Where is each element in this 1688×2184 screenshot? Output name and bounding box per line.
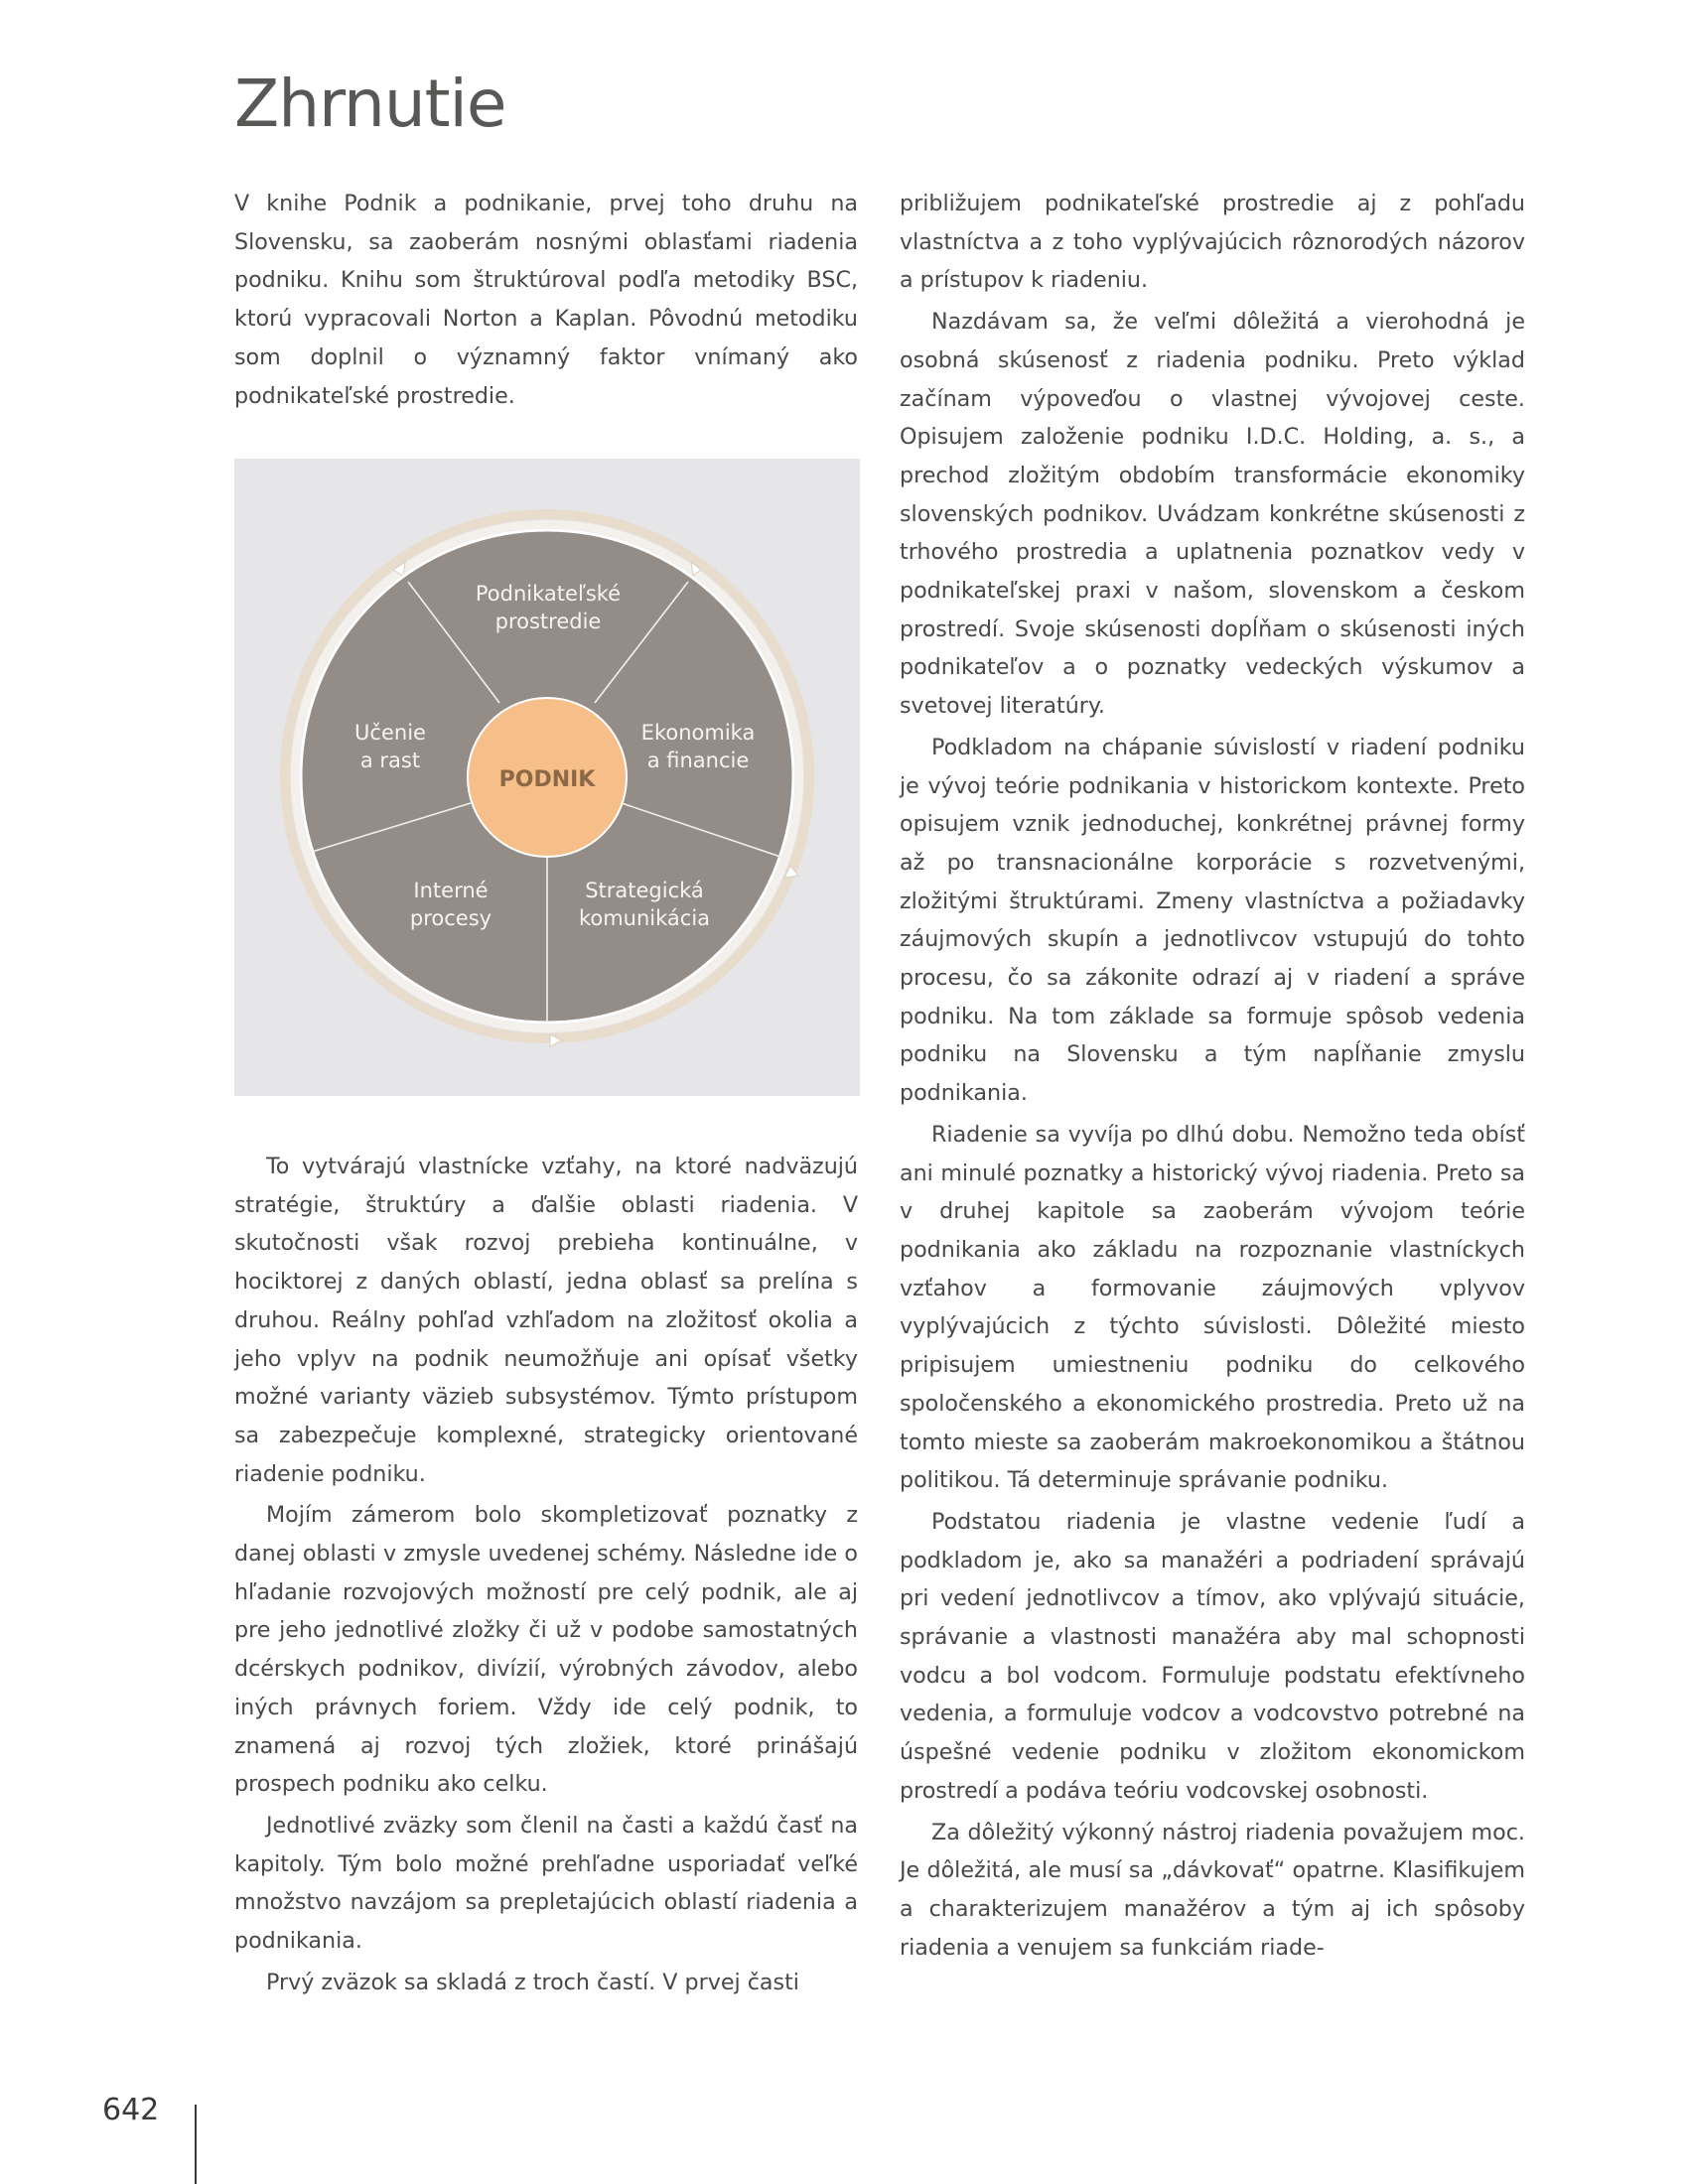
page-number-divider [195, 2105, 197, 2184]
segment-label-right: Ekonomika [640, 721, 756, 745]
paragraph: Podkladom na chápanie súvislostí v riadení podniku je vývoj teórie podnikania v historickom kontexte. Preto opisujem vznik jednoduchej, konkrétnej právnej formy až po transnacionálne korporácie s rozvetvenými, zložitými štruktúrami. Zmeny vlastníctva a požiadavky záujmových skupín a jednotlivcov vstupujú do tohto procesu, čo sa zákonite odrazí aj v riadení a správe podniku. Na tom základe sa formuje spôsob vedenia podniku na Slovensku a tým napĺňanie zmyslu podnikania. [900, 734, 1525, 1107]
segment-label-bottom-left: Interné [413, 879, 489, 902]
segment-label-left-line2: a rast [359, 749, 421, 772]
paragraph: Podstatou riadenia je vlastne vedenie ľudí a podkladom je, ako sa manažéri a podriadení správajú pri vedení jednotlivcov a tímov, ako vplývajú situácie, správanie a vlastnosti manažéra aby mal schopnosti vodcu a bol vodcom. Formuluje podstatu efektívneho vedenia, a formuluje vodcov a vodcovstvo potrebné na úspešné vedenie podniku v zložitom ekonomickom prostredí a podáva teóriu vodcovskej osobnosti. [900, 1508, 1525, 1804]
paragraph: V knihe Podnik a podnikanie, prvej toho druhu na Slovensku, sa zaoberám nosnými oblasťami riadenia podniku. Knihu som štruktúroval podľa metodiky BSC, ktorú vypracovali Norton a Kaplan. Pôvodnú metodiku som doplnil o významný faktor vnímaný ako podnikateľské prostredie. [234, 191, 858, 409]
paragraph: Jednotlivé zväzky som členil na časti a každú časť na kapitoly. Tým bolo možné prehľadne usporiadať veľké množstvo navzájom sa prepletajúcich oblastí riadenia a podnikania. [234, 1812, 858, 1955]
paragraph: Riadenie sa vyvíja po dlhú dobu. Nemožno teda obísť ani minulé poznatky a historický vývoj riadenia. Preto sa v druhej kapitole sa zaoberám vývojom teórie podnikania ako základu na rozpoznanie vlastníckych vzťahov a formovanie záujmových vplyvov vyplývajúcich z týchto súvislosti. Dôležité miesto pripisujem umiestneniu podniku do celkového spoločenského a ekonomického prostredia. Preto už na tomto mieste sa zaoberám makroekonomikou a štátnou politikou. Tá determinuje správanie podniku. [900, 1121, 1525, 1494]
page-number: 642 [102, 2093, 160, 2127]
paragraph: Nazdávam sa, že veľmi dôležitá a vierohodná je osobná skúsenosť z riadenia podniku. Preto výklad začínam výpoveďou o vlastnej vývojovej ceste. Opisujem založenie podniku I.D.C. Holding, a. s., a prechod zložitým obdobím transformácie ekonomiky slovenských podnikov. Uvádzam konkrétne skúsenosti z trhového prostredia a uplatnenia poznatkov vedy v podnikateľskej praxi v našom, slovenskom a českom prostredí. Svoje skúsenosti dopĺňam o skúsenosti iných podnikateľov a o poznatky vedeckých výskumov a svetovej literatúry. [900, 309, 1525, 720]
segment-label-bottom-right: Strategická [585, 879, 704, 902]
bsc-diagram [234, 459, 860, 1096]
bsc-diagram-svg [234, 459, 860, 1096]
segment-label-top-line2: prostredie [494, 610, 602, 633]
paragraph: To vytvárajú vlastnícke vzťahy, na ktoré nadväzujú stratégie, štruktúry a ďalšie oblasti riadenia. V skutočnosti však rozvoj prebieha kontinuálne, v hociktorej z daných oblastí, jedna oblasť sa prelína s druhou. Reálny pohľad vzhľadom na zložitosť okolia a jeho vplyv na podnik neumožňuje ani opísať všetky možné varianty väzieb subsystémov. Týmto prístupom sa zabezpečuje komplexné, strategicky orientované riadenie podniku. [234, 1154, 858, 1487]
segment-label-right-line2: a financie [646, 749, 750, 772]
page-title: Zhrnutie [234, 66, 506, 142]
left-column-text [234, 1148, 858, 2001]
segment-label-bottom-left-line2: procesy [409, 906, 492, 930]
right-column-text [900, 185, 1525, 1967]
center-label: PODNIK [498, 767, 596, 792]
paragraph: Mojím zámerom bolo skompletizovať poznatky z danej oblasti v zmysle uvedenej schémy. Následne ide o hľadanie rozvojových možností pre celý podnik, ale aj pre jeho jednotlivé zložky či už v podobe samostatných dcérskych podnikov, divízií, výrobných závodov, alebo iných právnych foriem. Vždy ide celý podnik, to znamená aj rozvoj tých zložiek, ktoré prinášajú prospech podniku ako celku. [234, 1502, 858, 1798]
paragraph: Za dôležitý výkonný nástroj riadenia považujem moc. Je dôležitá, ale musí sa „dávkovať“ opatrne. Klasifikujem a charakterizujem manažérov a tým aj ich spôsoby riadenia a venujem sa funkciám riade- [900, 1819, 1525, 1961]
segment-label-left: Učenie [354, 721, 426, 745]
left-column-intro [234, 185, 858, 415]
segment-label-top: Podnikateľské [475, 582, 622, 606]
paragraph: Prvý zväzok sa skladá z troch častí. V prvej časti [266, 1969, 799, 1995]
paragraph: približujem podnikateľské prostredie aj z pohľadu vlastníctva a z toho vyplývajúcich rôznorodých názorov a prístupov k riadeniu. [900, 191, 1525, 294]
segment-label-bottom-right-line2: komunikácia [578, 906, 711, 930]
